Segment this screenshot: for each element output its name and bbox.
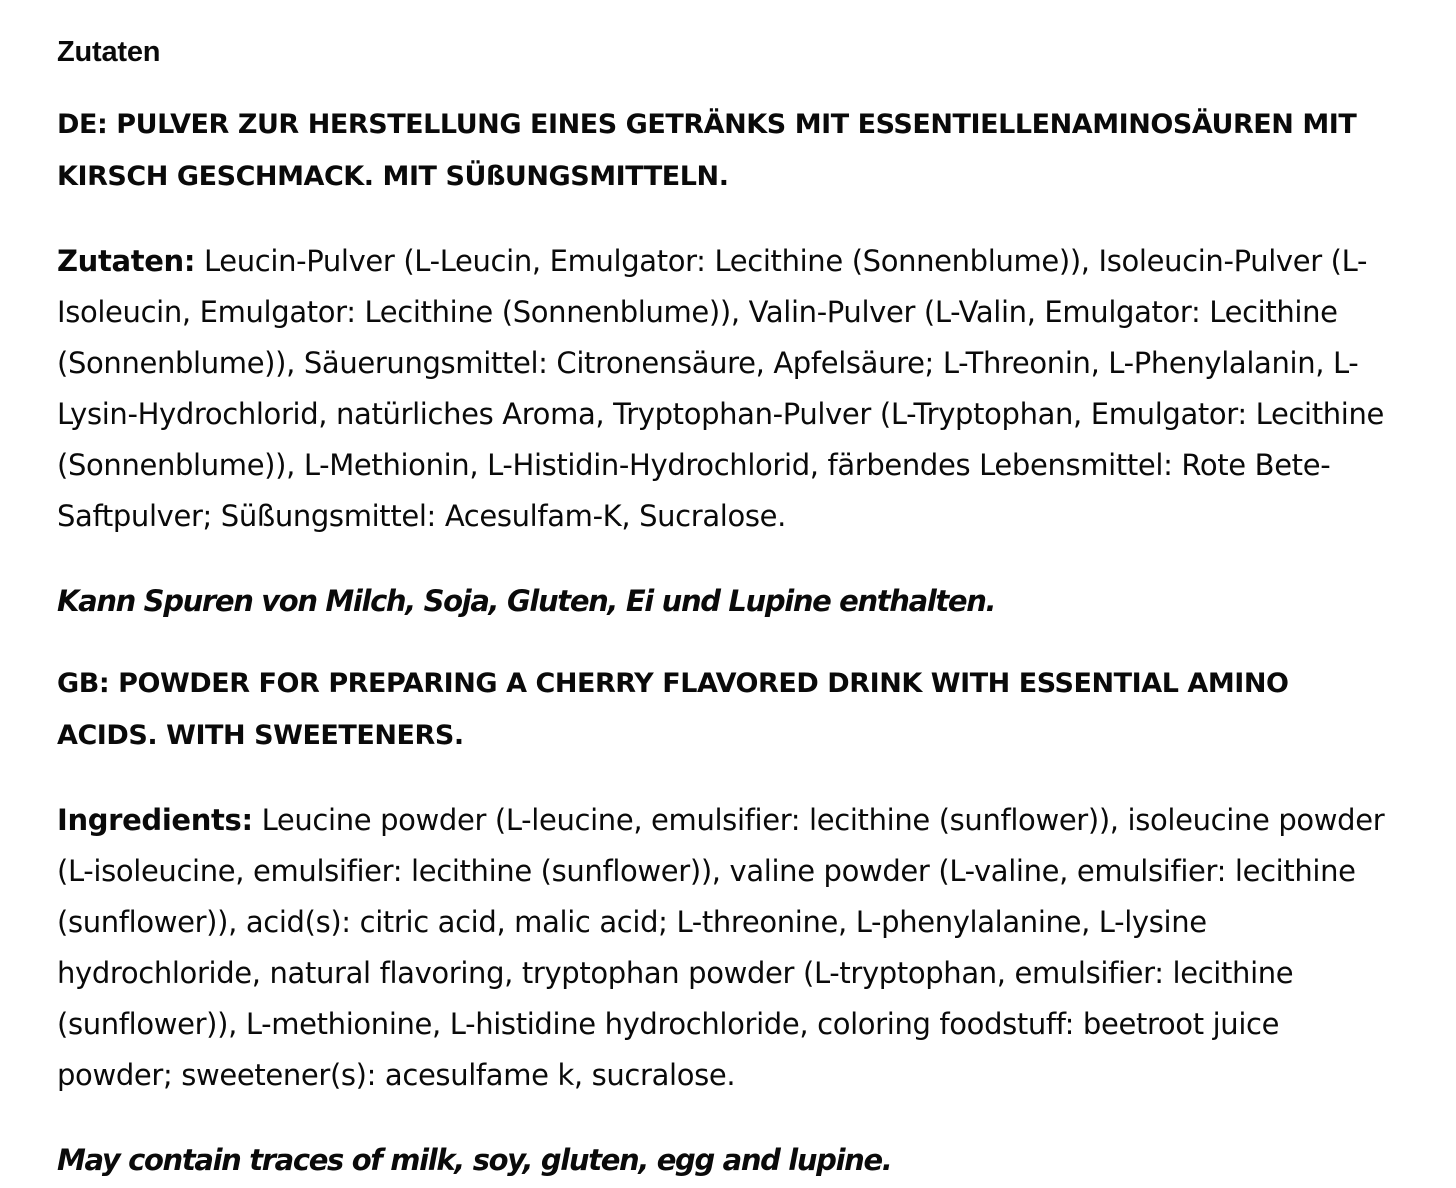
de-product-heading: DE: PULVER ZUR HERSTELLUNG EINES GETRÄNKS MIT ESSENTIELLENAMINOSÄUREN MIT KIRSCH GESCHMACK. MIT SÜßUNGSMITTELN. <box>57 109 1357 192</box>
gb-product-heading: GB: POWDER FOR PREPARING A CHERRY FLAVORED DRINK WITH ESSENTIAL AMINO ACIDS. WITH SWEETENERS. <box>57 668 1289 751</box>
de-ingredients-paragraph <box>57 236 1396 542</box>
gb-ingredients-label: Ingredients: <box>57 803 253 837</box>
gb-ingredients-text: Leucine powder (L-leucine, emulsifier: lecithine (sunflower)), isoleucine powder (L-isoleucine, emulsifier: lecithine (sunflower)), valine powder (L-valine, emulsifier: lecithine (sunflower)), acid(s): citric acid, malic acid; L-threonine, L-phenylalanine, L-lysine hydrochloride, natural flavoring, tryptophan powder (L-tryptophan, emulsifier: lecithine (sunflower)), L-methionine, L-histidine hydrochloride, coloring foodstuff: beetroot juice powder; sweetener(s): acesulfame k, sucralose. <box>57 803 1385 1092</box>
de-ingredients-text: Leucin-Pulver (L-Leucin, Emulgator: Lecithine (Sonnenblume)), Isoleucin-Pulver (L-Isoleucin, Emulgator: Lecithine (Sonnenblume)), Valin-Pulver (L-Valin, Emulgator: Lecithine (Sonnenblume)), Säuerungsmittel: Citronensäure, Apfelsäure; L-Threonin, L-Phenylalanin, L-Lysin-Hydrochlorid, natürliches Aroma, Tryptophan-Pulver (L-Tryptophan, Emulgator: Lecithine (Sonnenblume)), L-Methionin, L-Histidin-Hydrochlorid, färbendes Lebensmittel: Rote Bete-Saftpulver; Süßungsmittel: Acesulfam-K, Sucralose. <box>57 244 1385 533</box>
de-ingredients-label: Zutaten: <box>57 244 196 278</box>
gb-ingredients-paragraph <box>57 795 1396 1101</box>
gb-allergen-note: May contain traces of milk, soy, gluten, egg and lupine. <box>57 1143 892 1177</box>
section-title: Zutaten <box>57 36 161 68</box>
de-allergen-note: Kann Spuren von Milch, Soja, Gluten, Ei und Lupine enthalten. <box>57 584 996 618</box>
